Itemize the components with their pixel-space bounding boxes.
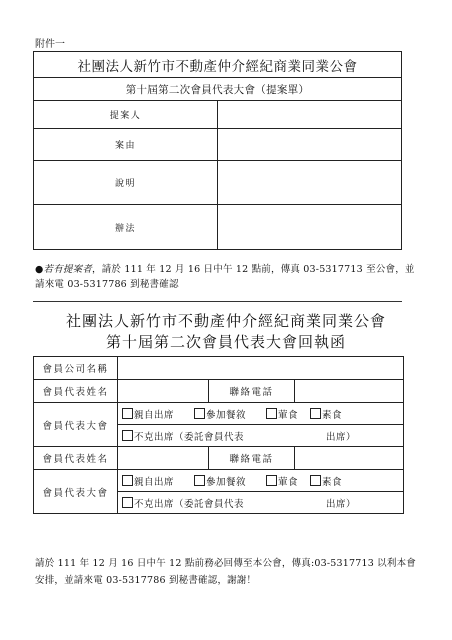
subject-field[interactable] bbox=[218, 129, 402, 161]
note-text-line2: 請來電 03-5317786 到秘書確認 bbox=[35, 279, 179, 290]
vegetarian-checkbox[interactable] bbox=[310, 408, 321, 419]
dinner-checkbox[interactable] bbox=[194, 408, 205, 419]
self-attend-checkbox[interactable] bbox=[122, 408, 133, 419]
rep-name-label: 會員代表姓名 bbox=[34, 380, 118, 403]
meat-checkbox[interactable] bbox=[266, 408, 277, 419]
table-row bbox=[34, 205, 402, 250]
rep-name-label-2: 會員代表姓名 bbox=[34, 447, 118, 470]
attachment-label: 附件一 bbox=[35, 39, 65, 50]
rep-name-field[interactable] bbox=[118, 380, 209, 403]
proposer-field[interactable] bbox=[218, 101, 402, 129]
absent-label-end: 出席） bbox=[326, 431, 357, 443]
proposal-form-table bbox=[33, 51, 402, 250]
proposal-form-title: 社團法人新竹市不動產仲介經紀商業同業公會 bbox=[34, 52, 402, 78]
meat-label-2: 葷食 bbox=[278, 476, 299, 488]
vegetarian-label-2: 素食 bbox=[322, 476, 343, 488]
table-row bbox=[34, 380, 404, 403]
proposer-label: 提案人 bbox=[34, 101, 218, 129]
self-attend-checkbox-2[interactable] bbox=[122, 475, 133, 486]
absent-checkbox-2[interactable] bbox=[122, 497, 133, 508]
phone-field[interactable] bbox=[295, 380, 404, 403]
table-row bbox=[34, 470, 404, 492]
absent-label-end-2: 出席） bbox=[326, 498, 357, 510]
rep-name-field-2[interactable] bbox=[118, 447, 209, 470]
table-row bbox=[34, 357, 404, 380]
absent-label: 不克出席（委託會員代表 bbox=[134, 431, 245, 443]
self-attend-label: 親自出席 bbox=[134, 409, 175, 421]
dinner-checkbox-2[interactable] bbox=[194, 475, 205, 486]
absent-label-2: 不克出席（委託會員代表 bbox=[134, 498, 245, 510]
note-text: ，請於 111 年 12 月 16 日中午 12 點前，傳真 03-5317713 至公會，並 bbox=[92, 264, 415, 275]
meat-label: 葷食 bbox=[278, 409, 299, 421]
table-row bbox=[34, 101, 402, 129]
reply-form-title: 社團法人新竹市不動產仲介經紀商業同業公會 bbox=[65, 312, 386, 330]
phone-label-2: 聯絡電話 bbox=[209, 447, 295, 470]
company-name-label: 會員公司名稱 bbox=[34, 357, 118, 380]
absent-options-2 bbox=[118, 492, 404, 514]
footer-note bbox=[35, 555, 425, 589]
explanation-field[interactable] bbox=[218, 161, 402, 205]
explanation-label: 說明 bbox=[34, 161, 218, 205]
phone-label: 聯絡電話 bbox=[209, 380, 295, 403]
proposal-note bbox=[35, 262, 415, 292]
attend-options bbox=[118, 403, 404, 425]
meat-checkbox-2[interactable] bbox=[266, 475, 277, 486]
attend-label: 會員代表大會 bbox=[34, 403, 118, 447]
proposal-form-subtitle: 第十屆第二次會員代表大會（提案單） bbox=[34, 78, 402, 101]
dinner-label: 參加餐敘 bbox=[206, 409, 247, 421]
vegetarian-label: 素食 bbox=[322, 409, 343, 421]
footer-line-2: 安排，並請來電 03-5317786 到秘書確認，謝謝！ bbox=[35, 575, 257, 586]
note-italic-text: 若有提案者 bbox=[43, 264, 93, 275]
absent-options bbox=[118, 425, 404, 447]
vegetarian-checkbox-2[interactable] bbox=[310, 475, 321, 486]
dinner-label-2: 參加餐敘 bbox=[206, 476, 247, 488]
method-field[interactable] bbox=[218, 205, 402, 250]
cut-line-divider bbox=[33, 301, 402, 302]
method-label: 辦法 bbox=[34, 205, 218, 250]
subject-label: 案由 bbox=[34, 129, 218, 161]
table-row bbox=[34, 129, 402, 161]
attend-label-2: 會員代表大會 bbox=[34, 470, 118, 514]
table-row bbox=[34, 161, 402, 205]
table-row bbox=[34, 447, 404, 470]
reply-form-subtitle: 第十屆第二次會員代表大會回執函 bbox=[105, 333, 346, 351]
table-row bbox=[34, 403, 404, 425]
reply-form-table bbox=[33, 356, 404, 514]
attend-options-2 bbox=[118, 470, 404, 492]
footer-line-1: 請於 111 年 12 月 16 日中午 12 點前務必回傳至本公會，傳真:03-5317713 以利本會 bbox=[35, 558, 416, 569]
self-attend-label-2: 親自出席 bbox=[134, 476, 175, 488]
company-name-field[interactable] bbox=[118, 357, 404, 380]
absent-checkbox[interactable] bbox=[122, 430, 133, 441]
phone-field-2[interactable] bbox=[295, 447, 404, 470]
bullet-icon: ● bbox=[35, 264, 44, 275]
